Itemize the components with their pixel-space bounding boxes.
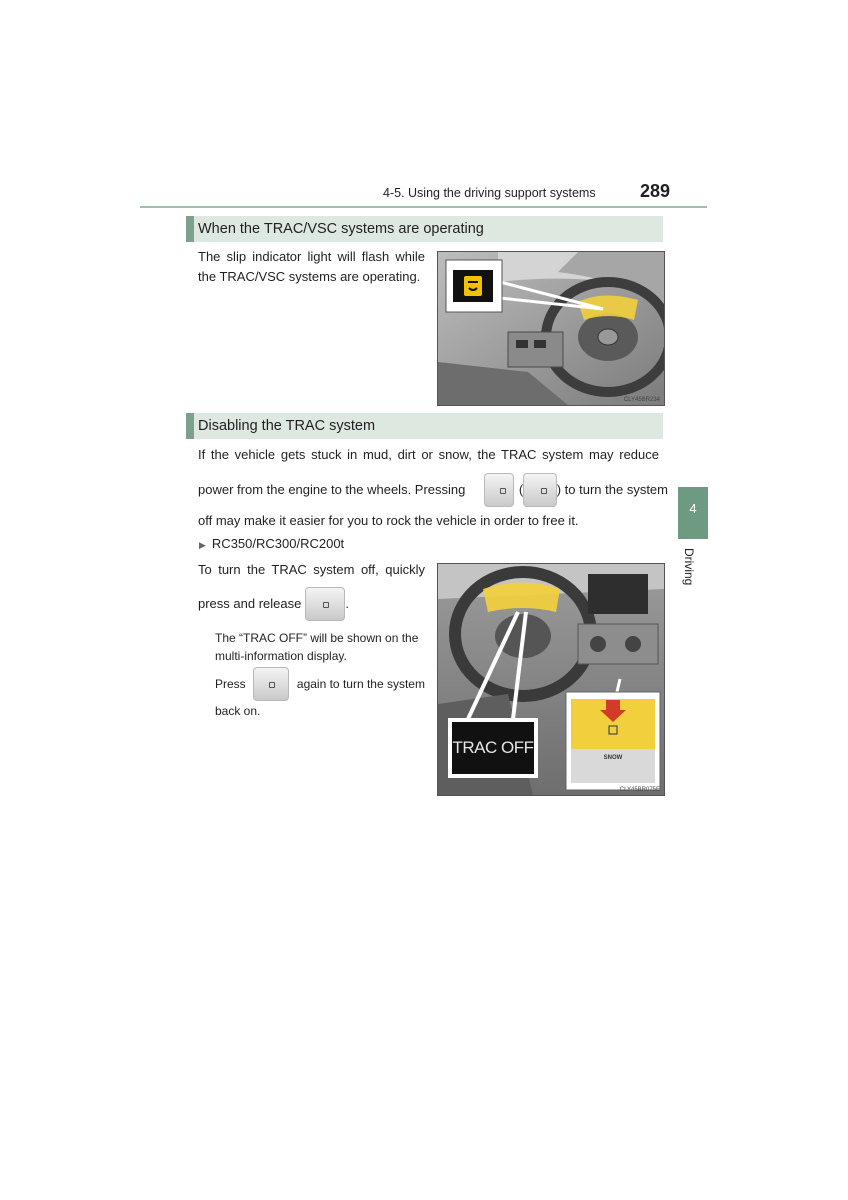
- section-heading-trac-vsc: When the TRAC/VSC systems are operating: [186, 216, 663, 242]
- step-line-with-button: [198, 585, 428, 623]
- text-fragment: (: [518, 482, 524, 497]
- paragraph-line-with-buttons: [198, 470, 668, 510]
- trac-off-switch-icon: [305, 587, 345, 621]
- step-line: To turn the TRAC system off, quickly: [198, 562, 425, 577]
- page-number: 289: [640, 181, 671, 201]
- text-fragment: .: [345, 596, 349, 611]
- section-heading-disabling-trac: Disabling the TRAC system: [186, 413, 663, 439]
- note-line: The “TRAC OFF” will be shown on the: [215, 631, 419, 645]
- note-display: [215, 629, 425, 665]
- triangle-bullet-icon: ▶: [199, 540, 206, 550]
- chapter-label: Driving: [682, 548, 696, 586]
- text-fragment: press and release: [198, 596, 302, 611]
- paragraph-line: off may make it easier for you to rock the vehicle in order to free it.: [198, 513, 579, 528]
- text-line: the TRAC/VSC systems are operating.: [198, 269, 421, 284]
- note-line: back on.: [215, 704, 261, 718]
- paragraph-slip-indicator: [198, 247, 425, 267]
- figure-dashboard-illustration: [438, 252, 664, 405]
- chapter-tab: 4: [678, 487, 708, 539]
- note-line: multi-information display.: [215, 649, 347, 663]
- text-fragment: power from the engine to the wheels. Pressing: [198, 482, 466, 497]
- figure-code: CLY45BR075E: [619, 787, 660, 793]
- paragraph-line: If the vehicle gets stuck in mud, dirt or snow, the TRAC system may reduce: [198, 447, 659, 462]
- text-fragment: ) to turn the system: [556, 482, 668, 497]
- note-press-again: [215, 667, 425, 701]
- model-label-text: RC350/RC300/RC200t: [211, 536, 345, 551]
- trac-off-button-icon: [253, 667, 289, 701]
- trac-off-switch-icon: [523, 473, 557, 507]
- trac-off-display-text: TRAC OFF: [452, 738, 534, 757]
- text-fragment: again to turn the system: [296, 677, 425, 691]
- text-line: The slip indicator light will flash while: [198, 249, 425, 264]
- trac-off-button-icon: [484, 473, 514, 507]
- header-divider: [140, 206, 707, 208]
- snow-label: SNOW: [603, 755, 623, 761]
- text-fragment: Press: [215, 677, 246, 691]
- running-header: 4-5. Using the driving support systems: [383, 186, 596, 200]
- figure-code: CLY45BR234: [623, 397, 660, 403]
- figure-trac-off: [437, 563, 665, 796]
- figure-slip-indicator: [437, 251, 665, 406]
- model-label: [199, 534, 344, 555]
